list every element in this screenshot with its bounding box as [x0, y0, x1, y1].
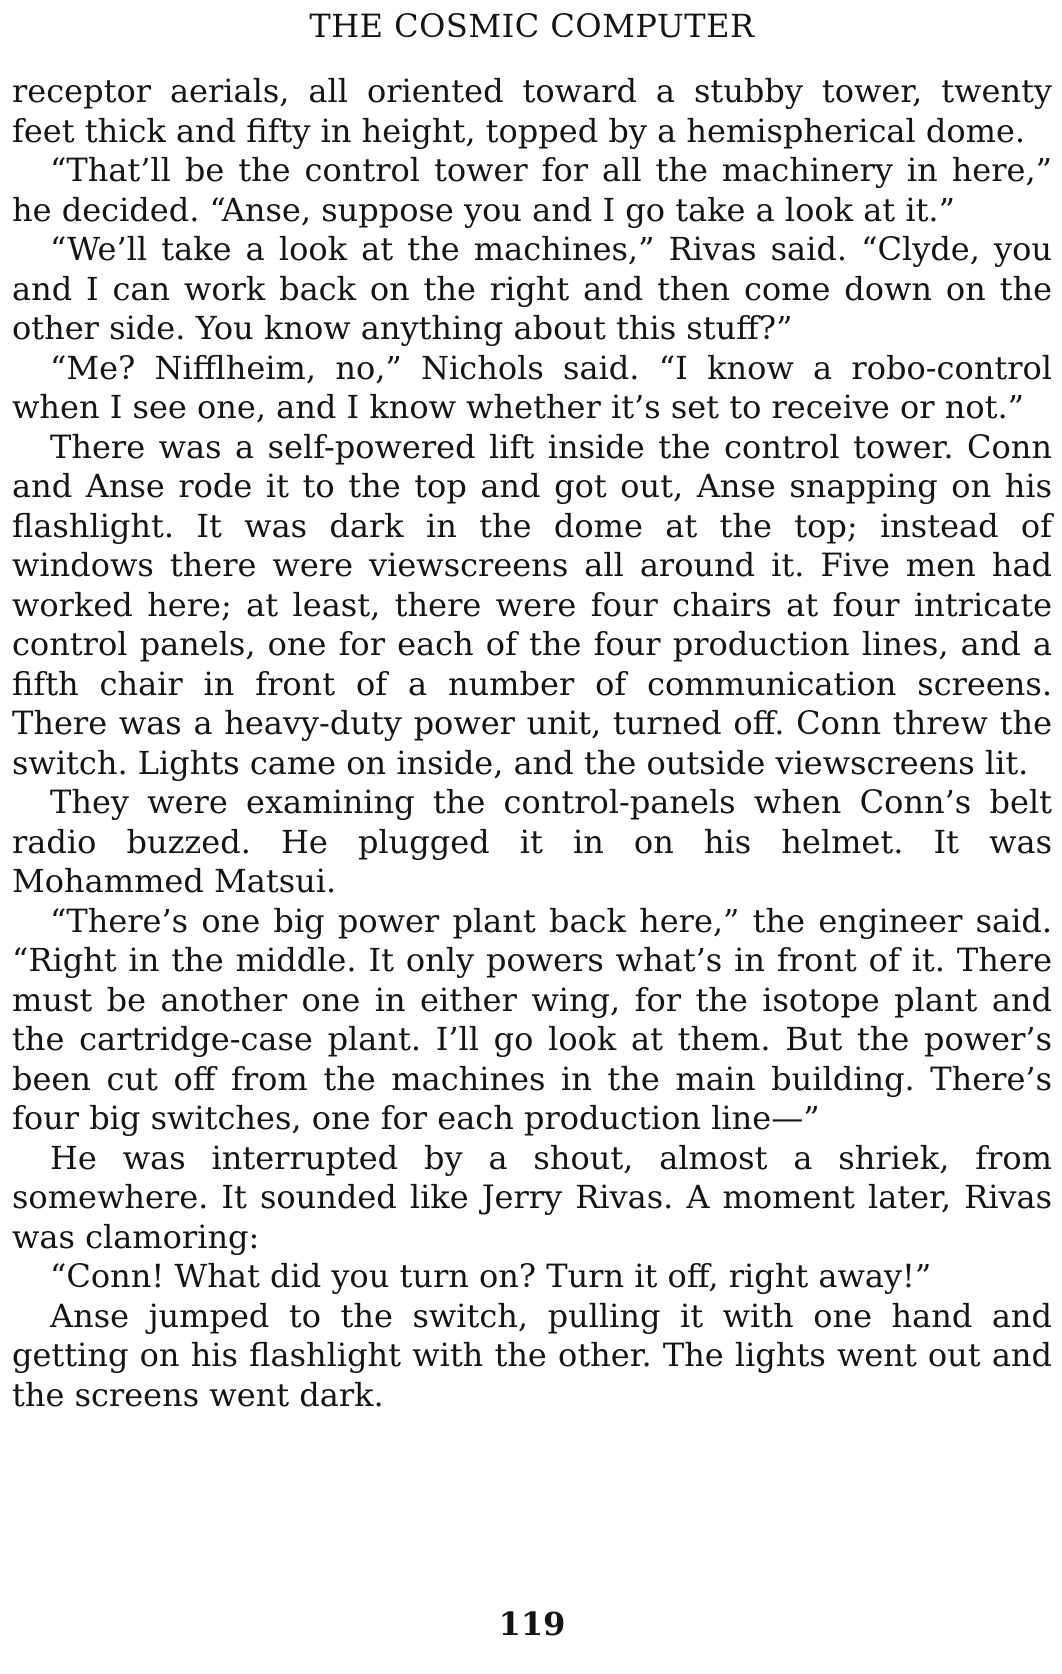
paragraph: There was a self-powered lift inside the control tower. Conn and Anse rode it to the top and got out, Anse snapping on his flashlight. It was dark in the dome at the top; instead of windows there were viewscreens all around it. Five men had worked here; at least, there were four chairs at four intricate control panels, one for each of the four production lines, and a fifth chair in front of a number of communication screens. There was a heavy-duty power unit, turned off. Conn threw the switch. Lights came on inside, and the outside viewscreens lit.: [12, 427, 1052, 782]
running-title: THE COSMIC COMPUTER: [309, 7, 755, 45]
book-page: [12, 0, 1052, 1674]
paragraph: “We’ll take a look at the machines,” Rivas said. “Clyde, you and I can work back on the right and then come down on the other side. You know anything about this stuff?”: [12, 230, 1052, 347]
paragraph: “That’ll be the control tower for all the machinery in here,” he decided. “Anse, suppose you and I go take a look at it.”: [12, 151, 1052, 229]
paragraph: Anse jumped to the switch, pulling it with one hand and getting on his flashlight with the other. The lights went out and the screens went dark.: [12, 1296, 1052, 1414]
paragraph: “Conn! What did you turn on? Turn it off, right away!”: [50, 1257, 932, 1295]
paragraph: They were examining the control-panels when Conn’s belt radio buzzed. He plugged it in on his helmet. It was Mohammed Matsui.: [12, 783, 1052, 900]
body-text: [12, 72, 1052, 1415]
page-number: 119: [498, 1605, 566, 1643]
paragraph: He was interrupted by a shout, almost a shriek, from somewhere. It sounded like Jerry Rivas. A moment later, Rivas was clamoring:: [12, 1138, 1052, 1256]
paragraph: “There’s one big power plant back here,” the engineer said. “Right in the middle. It only powers what’s in front of it. There must be another one in either wing, for the isotope plant and the cartridge-case plant. I’ll go look at them. But the power’s been cut off from the machines in the main building. There’s four big switches, one for each production line—”: [12, 901, 1052, 1137]
paragraph: “Me? Nifflheim, no,” Nichols said. “I know a robo-control when I see one, and I know whether it’s set to receive or not.”: [12, 348, 1052, 426]
paragraph: receptor aerials, all oriented toward a stubby tower, twenty feet thick and fifty in height, topped by a hemispherical dome.: [12, 72, 1052, 150]
